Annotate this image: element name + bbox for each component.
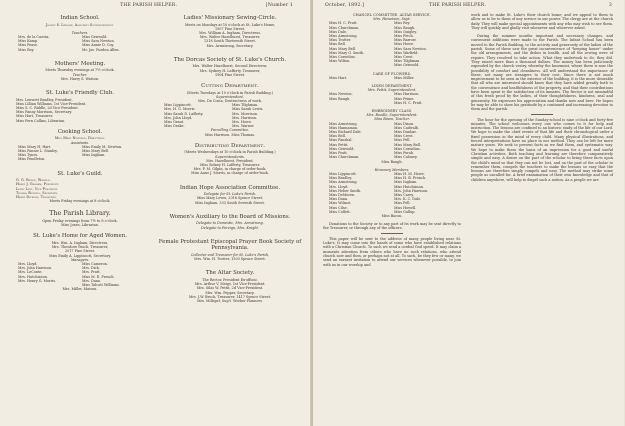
list-item: Mrs. de la Cuesta. [18, 35, 50, 39]
list-item: Miss Lippincott. [164, 103, 192, 108]
list-item: Mr. Jas. Purdon Allen. [82, 47, 120, 52]
list-item: Miss Ferah. [394, 151, 415, 156]
list-item: Mrs. Arthur V. Meigs, 1st Vice-President. [194, 282, 266, 287]
care-of-flowers-section [323, 72, 461, 80]
names-list [323, 122, 461, 160]
left-page [0, 0, 311, 426]
list-item: Miss Emily A. Lippincott, Secretary. [49, 253, 111, 258]
dorcas-section [158, 57, 302, 77]
list-item: Miss Fern Collins, Librarian. [16, 118, 66, 123]
list-item: 1318 South Thirteenth Street. [204, 39, 256, 44]
list-item: Miss Sarah D. Lafferty. [164, 111, 204, 116]
list-item: Miss Annie D. Coy. [82, 43, 115, 48]
list-item: Miss Kamp. [18, 39, 39, 44]
body-paragraph-1: work and to make St. Luke's their church home; and we appeal to them to allow us to be to them of any service in our power. The clergy are at the church daily. They will make special appointments with any who may wish to see them. They will quickly and gladly visit whenever and wherever asked. [471, 13, 613, 30]
list-item: G. G. Ripley, Warden. [16, 178, 51, 183]
list-item: Miss Hart. [329, 75, 348, 80]
mothers-meeting-section [12, 61, 148, 81]
donations-paragraph: Donations to the Society or to any part of its work may be sent directly to the Treasurer, or through any of the officers. [323, 222, 461, 231]
left-header-number: [Number 1 [265, 3, 293, 8]
section-heading: EMBROIDERY CLASS. [371, 109, 413, 114]
list-item: Miss Churchman. [329, 25, 360, 30]
list-item: Miss Sarah Lewis. [232, 107, 264, 112]
closing-paragraph: This paper will be sent to the address of many people living near St. Luke's. It may come into the hands of some who have established relations with a Christian Church. To such we send a cordial God speed. It may claim a moments attention from others who have no such relations, who attend church now and then, or perhaps not at all. To such, be they few or many, we send an earnest invitation to attend our services whenever possible, to join with us in our worship and [323, 236, 461, 267]
right-header-number: 3 [608, 3, 612, 8]
section-title: St. Luke's Guild. [57, 170, 103, 177]
list-item: Mrs. Lenwett Bradley, President. [16, 97, 73, 102]
sewing-circle-section [158, 15, 302, 48]
assistants-list [12, 145, 148, 162]
list-item: Miss Pell. [394, 201, 411, 206]
list-item: Miss Harrison. [394, 92, 420, 97]
left-header-title: THE PARISH HELPER. [120, 3, 178, 8]
list-item: Miss M. E. French. [82, 274, 115, 279]
list-item: Miss Bell. [329, 42, 346, 47]
list-item: Mrs. Henry G. Morris. [18, 278, 57, 283]
teacher-label: Teacher. [72, 72, 88, 77]
list-item: Harry Dickson, Treasurer. [16, 195, 57, 200]
list-item: Miss Dana. [329, 197, 349, 202]
list-item: Miss Armstrong. [329, 121, 358, 126]
right-page [313, 0, 624, 426]
list-item: 1904 Pine Street. [214, 72, 246, 77]
meeting-time: Meets Friday evenings at 8 o'clock. [49, 199, 111, 204]
list-item: Miss Miller. [394, 75, 415, 80]
list-item: Miss Heber Smith. [329, 188, 362, 193]
list-item: Miss Mary Bell. [329, 46, 356, 51]
section-title: The Parish Library. [49, 209, 111, 218]
list-item: Miss Drake. [164, 124, 185, 129]
list-item: Mrs. LeConte. [18, 270, 43, 275]
list-item: Miss Fetch. [394, 34, 414, 39]
list-item: Miss Warfield. [394, 50, 419, 55]
list-item: Mrs. Dick. [82, 266, 100, 271]
teachers-list [12, 35, 148, 52]
list-item [329, 101, 390, 105]
list-item: Mrs. Wm. A. Ingham, Directress. [51, 241, 109, 246]
teacher-name: Mrs. Harry S. Watson. [60, 76, 100, 81]
list-item: Miss Tynes. [18, 153, 39, 158]
section-rule [531, 114, 553, 115]
director-line: Miss Mary Newbold, Directress. [54, 136, 106, 141]
distributing-section [158, 143, 302, 176]
managers-label: Managers. [70, 257, 90, 262]
list-item: Mrs. K. C. Dale. [394, 197, 422, 202]
librarian: Miss Jones, Librarian. [61, 223, 99, 228]
superintendent-line: Joseph S. Lindsay, Assistant Superintendent. [45, 22, 115, 27]
list-item: Mrs. John Lloyd. [164, 115, 193, 120]
list-item: Miss Fanshal. [329, 138, 353, 143]
list-item: Mrs. Theodore Pasch, Treasurer, [51, 245, 109, 250]
list-item: Mrs. Armstrong, Secretary. [206, 43, 254, 48]
section-heading: Honorary Members. [374, 167, 410, 172]
list-item: Miss Pendleton. [18, 157, 46, 162]
section-heading: LINEN DEPARTMENT. [371, 84, 413, 89]
collector-label: Collector and Treasurer for St. Luke's Parish, [190, 253, 270, 258]
list-item: Miss Howell. [394, 205, 417, 210]
superintendent-line: Mrs. Pettit, Superintendent. [367, 88, 417, 93]
list-item: Mrs. H. G. Morris. [164, 107, 196, 112]
list-item: Miss Talcott Williams. [82, 283, 120, 288]
right-column-2 [471, 13, 613, 182]
friendly-club-section [12, 90, 148, 123]
section-rule [381, 233, 403, 234]
list-item: Miss DeMoren. [329, 192, 356, 197]
list-item: Delegate to Domestic, Mrs. Armstrong. [196, 221, 264, 226]
list-item [82, 157, 142, 161]
list-item: Mrs. Dana. [82, 278, 102, 283]
list-item: Miss Caloney. [394, 155, 418, 160]
list-item: Mrs. Walter Hazelhurst, Second Directress. [192, 64, 268, 69]
list-item: Miss Anne J. Morris, in charge of order-book. [191, 171, 269, 176]
list-item: Miss Crest. [394, 134, 414, 139]
list-item: Mrs. Wm. Pepper, Secretary. [205, 290, 255, 295]
list-item: Miss Griswold. [82, 35, 108, 39]
body-paragraph-3: The hour for the opening of the Sunday-school is nine o'clock and forty-five minutes. The school welcomes every one who comes to it for help and instruction. The lessons are confined to an historic study of the life of our Lord. We hope to make the chief events of that life and their chronological order a fixed possession in the mind of every child. Many physical illustrations, and forced interpretations have no place in our method. They can be left for more mature years. We seek to present facts as we find them, and systematic way. We hope to make these the basis of an impression for a good and useful Christian activities. Both teaching and learning are therefore comparatively simple and easy. A desire on the part of the scholar to bring these facts upon the child's mind so that they can not be lost, and on the part of the scholar to remember them, compels the teachers to make the lessons so easy that the lessons are therefore simply compels and easy. The method may strike some people as uncalled for. A brief examination of their own knowledge and that of children anywhere, will help to dispel such a notion. As a people we are [471, 117, 613, 182]
officer-list [12, 178, 148, 199]
list-item: Miss Quigley. [394, 29, 417, 34]
honorary-section [323, 168, 461, 218]
assistants-label: Assistants. [70, 140, 90, 145]
cutting-section [158, 83, 302, 137]
right-header-title: THE PARISH HELPER. [429, 3, 487, 8]
list-item: Miss Howe. [394, 42, 415, 47]
managers-list [12, 262, 148, 287]
list-item: Miss Lippincott. [329, 171, 357, 176]
list-item: Miss Bell. [329, 134, 346, 139]
right-header-date: October, 1892.] [325, 3, 365, 8]
list-item: Miss Fanny Morrison, Secretary. [16, 110, 72, 115]
meeting-time: (Meets Tuesdays at 10 o'clock in Parish Building.) [186, 90, 274, 95]
list-item: Miss Trotter. [329, 38, 352, 43]
list-item: Miss Churchman. [329, 155, 360, 160]
parcelling-members: Miss Harrison. Miss Thomas. [204, 132, 256, 137]
list-item: Miss Sidney H. Lafferty, Treasurer. [199, 163, 261, 168]
list-item: Mrs. John Harrison. [18, 266, 53, 271]
list-item: Miss Newton. [329, 92, 353, 97]
list-item: Mrs. Lloyd. [18, 262, 38, 267]
list-item: Mrs. Morrison. [232, 111, 258, 116]
indian-hope-section [158, 185, 302, 205]
superintendent-label: Superintendents. [215, 154, 245, 159]
section-title: Ladies' Missionary Sewing-Circle. [183, 15, 277, 21]
superintendent-line: Mrs. Da Costa, Destructress of work. [198, 99, 262, 104]
left-running-head [12, 3, 301, 11]
embroidery-section [323, 109, 461, 164]
list-item: Mrs. Harrison. [232, 115, 258, 120]
list-item: Delegate to Foreign, Mrs. Knight. [201, 225, 259, 230]
guild-section [12, 171, 148, 204]
delegate-label: Delegate for St. Luke's Parish. [203, 192, 257, 197]
list-item: Miss Mary Bell. [394, 142, 421, 147]
list-item: Miss Pettit. [329, 142, 349, 147]
section-title: St. Luke's Friendly Club. [46, 90, 114, 97]
list-item: Miss Rey. [18, 47, 35, 52]
list-item: Mrs. John Harrison. [394, 188, 429, 193]
meeting-address: 1507 Pine Street. [214, 26, 246, 31]
left-column-1 [12, 13, 148, 291]
section-heading: CARE OF FLOWERS. [372, 71, 412, 76]
list-item: Miss Cadwalb. [394, 125, 420, 130]
list-item: Miss Dale. [329, 29, 348, 34]
list-item: Mrs. J.W. Brock, Treasurer, 1417 Spruce Street. [188, 294, 272, 299]
list-item: Miss Mary Bell. [82, 149, 109, 154]
list-item: Miss Mary G. Smith. [329, 50, 365, 55]
collector-name: Mrs. Wm. H. Trotter, 1303 Spruce Street. [194, 257, 266, 262]
matron-line: Mrs. Miller, Matron. [62, 287, 98, 292]
teachers-label: Teachers. [71, 30, 89, 35]
list-item: Miss Cornelius. [394, 146, 421, 151]
list-item: Mrs. William A. Ingham, Directress. [199, 31, 261, 35]
list-item: Mrs. Lloyd. [329, 184, 349, 189]
home-section [12, 233, 148, 291]
list-item: Miss Hart, Treasurer. [16, 114, 54, 119]
list-item: Miss Collett. [329, 209, 351, 214]
list-item: Miss Grant. [164, 120, 185, 125]
section-title: The Altar Society. [205, 270, 255, 277]
list-item: 2017 Pine Street. [64, 249, 96, 254]
list-item: Miss Pratt. [329, 151, 348, 156]
list-item: Miss Fannie L. Stanley. [18, 149, 58, 154]
list-item: Mrs. Silas W. Pettit, 2d Vice-President. [196, 286, 264, 291]
list-item: Miss Hutchinson. [394, 184, 425, 189]
list-item: Miss Rey. [394, 21, 411, 26]
section-title: Female Protestant Episcopal Prayer Book Society of Pennsylvania. [158, 238, 302, 252]
members-list [158, 103, 302, 128]
list-item: Mrs. Hazelhurst, President. [206, 158, 254, 163]
list-item: Harry J. Graham, President. [16, 182, 60, 187]
list-item: Thomas Russell, Secretary. [16, 190, 59, 195]
list-item: Miss Ingham. [82, 153, 106, 158]
section-title: Distributing Department. [194, 142, 266, 149]
names-list [323, 21, 461, 67]
list-item: Miss Wilton. [329, 59, 351, 64]
list-item: Miss Lillian Williams, 1st Vice-President. [16, 101, 87, 106]
list-item: Miss Carey. [394, 192, 414, 197]
names-list [323, 92, 461, 105]
list-item: Miss Tilghman. [232, 103, 259, 108]
parish-library-section [12, 210, 148, 227]
altar-society-section [158, 270, 302, 303]
list-item: Miss Sara Newton. [82, 39, 115, 44]
list-item: Miss Prime. [394, 96, 415, 101]
list-item: Mrs. Walter Hazelhurst, Treasurer, [199, 35, 261, 40]
list-item: Miss Sara Newton. [394, 46, 427, 51]
cooking-school-section [12, 129, 148, 162]
list-item: Miss Armstrong. [329, 180, 358, 185]
superintendent-line: Mrs. Boodle, Superintendent. [366, 113, 418, 118]
body-paragraph-2: During the summer months important and necessary changes, and convenient additions were made to the Parish. The Infant School has been moved to the Parish Building, to the activity and generosity of the ladies of the parish. Some of these saw the great inconvenience of "keeping house" under the old arrangements, and the dishes in health, and all the sewing were of repairs. They resolved to take action. What they undertook to do, they did. They raised more than a thousand dollars. The money has been judiciously expended by the church vestry, whereby the basement, where there is now the possibility of comfort and cleanliness. All will understand the importance of these; not many are strangers to their cost. Since there is not much improvement to be seen in the exterior of the building, it is the more desirable that all who are interested should know that they have added greatly both to the convenience and healthfulness of the property, and that their contributions have been spent to the satisfaction of its inmates. The Rector is not unmindful of this fresh proof by the ladies, of their thoughtfulness, kindness, zeal and generosity. He expresses his appreciation and thanks now and here. He hopes he may be able to show his gratitude by a continued and increasing devotion to them and the parish. [471, 34, 613, 112]
list-item: Miss Mary H. Hart. [18, 144, 52, 149]
list-item: Miss Pell. [394, 138, 411, 143]
section-title: The Dorcas Society of St. Luke's Church. [173, 56, 287, 63]
list-item: Mrs. Hutchinson. [18, 274, 48, 279]
list-item: Mrs. Howe. [232, 120, 252, 125]
section-title: Women's Auxiliary to the Board of Missions. [169, 213, 291, 220]
chancel-section [323, 13, 461, 68]
list-item: Miss Emily M. Newton. [82, 144, 123, 149]
list-item: Miss Gallup. [394, 209, 416, 214]
left-column-2 [158, 13, 302, 303]
list-item: Miss Ingham, 333 South Seventh Street. [195, 200, 265, 205]
parcelling-label: Parcelling Committee. [210, 128, 250, 133]
list-item: The Rector, President Ex-officio. [202, 278, 258, 283]
list-item: Mrs. F. M. Gilpin, in charge of order-book. [193, 167, 267, 172]
indian-school-section [12, 15, 148, 52]
teacher-line: Miss Baum, Teacher. [374, 117, 410, 122]
right-column-1 [323, 13, 461, 267]
list-item: Miss H. C. Pratt. [329, 21, 358, 26]
list-item: Miss Bradley. [329, 176, 353, 181]
list-item: Mrs. Millspel, Sup't. Worker Planners. [197, 299, 263, 304]
officer-list [12, 98, 148, 123]
section-title: Cutting Department. [201, 83, 259, 90]
section-title: Indian School. [60, 15, 100, 21]
list-item: Miss Armstrong. [329, 34, 358, 39]
list-item: Miss Cameron. [82, 262, 108, 267]
list-item: Miss Cornelius. [329, 55, 356, 60]
superintendent-label: Superintendent. [216, 94, 244, 99]
list-item: Miss Tilghman. [394, 59, 421, 64]
section-title: Cooking School. [57, 128, 103, 135]
list-item: Miss Dixon. [394, 121, 415, 126]
list-item: Miss Ingham. [394, 180, 418, 185]
list-item: Miss Crest. [394, 55, 414, 60]
list-item: Miss H. M. Howe. [394, 171, 425, 176]
list-item: Miss H. C. Pratt. [394, 100, 423, 105]
names-list [323, 172, 461, 214]
list-item: Miss Bacon. [381, 213, 403, 218]
list-item: Mrs. Sydney H. Lafferty, Treasurer, [199, 68, 261, 73]
list-item [329, 63, 390, 67]
section-title: Indian Hope Association Committee. [179, 184, 281, 191]
list-item: Miss Mary Lewis, 2016 Spruce Street. [196, 196, 264, 201]
list-item: Miss S. C. Riddle, 2d Vice-President. [16, 106, 79, 111]
list-item: Mrs. Warner. [232, 124, 255, 129]
meeting-time: Meets Thursday evenings at 7½ o'clock. [45, 68, 115, 73]
list-item: Miss Barrow. [394, 38, 417, 43]
list-item: Miss Dunbar. [394, 130, 417, 135]
list-item: Miss Hannaman. [329, 125, 358, 130]
list-item: Miss Cilse. [329, 205, 348, 210]
womens-auxiliary-section [158, 214, 302, 230]
section-title: Mothers' Meeting. [54, 60, 106, 67]
list-item: Miss Griswold. [329, 146, 355, 151]
list-item: Miss Griswold. [394, 63, 420, 68]
section-subheading: Mrs. Hewetson, Supt. [373, 17, 411, 22]
list-item: Miss Richard Dale. [329, 130, 362, 135]
prayer-book-section [158, 239, 302, 262]
section-heading: CHANCEL COMMITTEE. ALTAR SERVICE. [353, 13, 431, 17]
list-item: Lewis Levy, Vice-President. [16, 186, 59, 191]
library-hours: Open Friday evenings from 7½ to 8 o'clock. [42, 219, 118, 224]
list-item: Miss Baugh. [381, 159, 403, 164]
list-item: Miss Baugh. [329, 96, 351, 101]
list-item: Mrs. Pratt. [82, 270, 101, 275]
list-item: Miss Pease. [18, 43, 39, 48]
right-running-head [325, 3, 614, 11]
list-item: Miss Baugh. [394, 25, 416, 30]
list-item: Miss Wilmot. [329, 201, 352, 206]
meeting-time: Meets on Mondays at 10 o'clock at St. Luke's Home, [184, 22, 276, 27]
linen-section [323, 84, 461, 105]
section-title: St. Luke's Home for Aged Women. [33, 233, 127, 240]
list-item: Miss H. B. French. [394, 176, 427, 181]
meeting-time: (Meets Wednesdays at 10 o'clock in Parish Building.) [184, 150, 276, 155]
